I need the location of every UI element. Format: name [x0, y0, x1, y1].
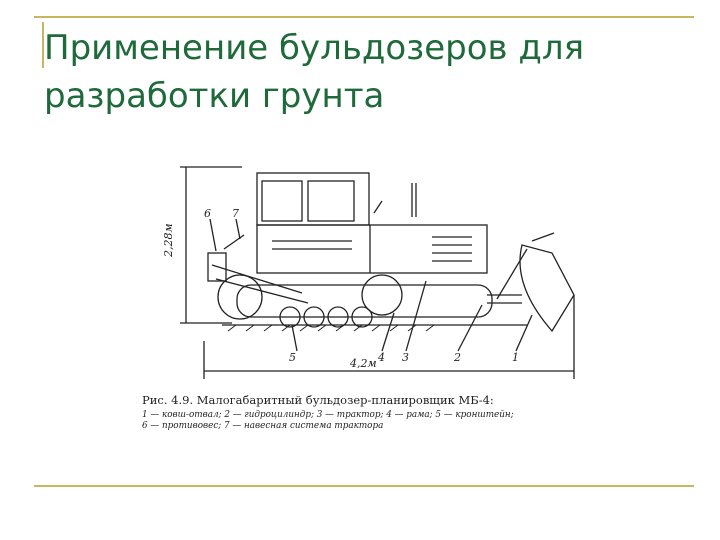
- height-dimension-label: 2,28м: [162, 223, 175, 257]
- part-label-6: 6: [204, 207, 211, 220]
- top-rule: [34, 16, 694, 18]
- figure-caption: [142, 392, 612, 432]
- slide-title: Применение бульдозеров для разработки грунта: [44, 28, 585, 116]
- part-label-7: 7: [232, 207, 239, 220]
- part-label-1: 1: [512, 351, 519, 364]
- part-label-2: 2: [454, 351, 461, 364]
- caption-legend: 1 — ковш-отвал; 2 — гидроцилиндр; 3 — трактор; 4 — рама; 5 — кронштейн; 6 — противовес; 7 — навесная система трактора: [142, 410, 514, 431]
- part-label-3: 3: [402, 351, 409, 364]
- part-label-5: 5: [289, 351, 296, 364]
- length-dimension-label: 4,2м: [350, 357, 377, 370]
- caption-title: Рис. 4.9. Малогабаритный бульдозер-планировщик МБ-4:: [142, 393, 494, 407]
- bottom-rule: [34, 485, 694, 487]
- part-label-4: 4: [378, 351, 385, 364]
